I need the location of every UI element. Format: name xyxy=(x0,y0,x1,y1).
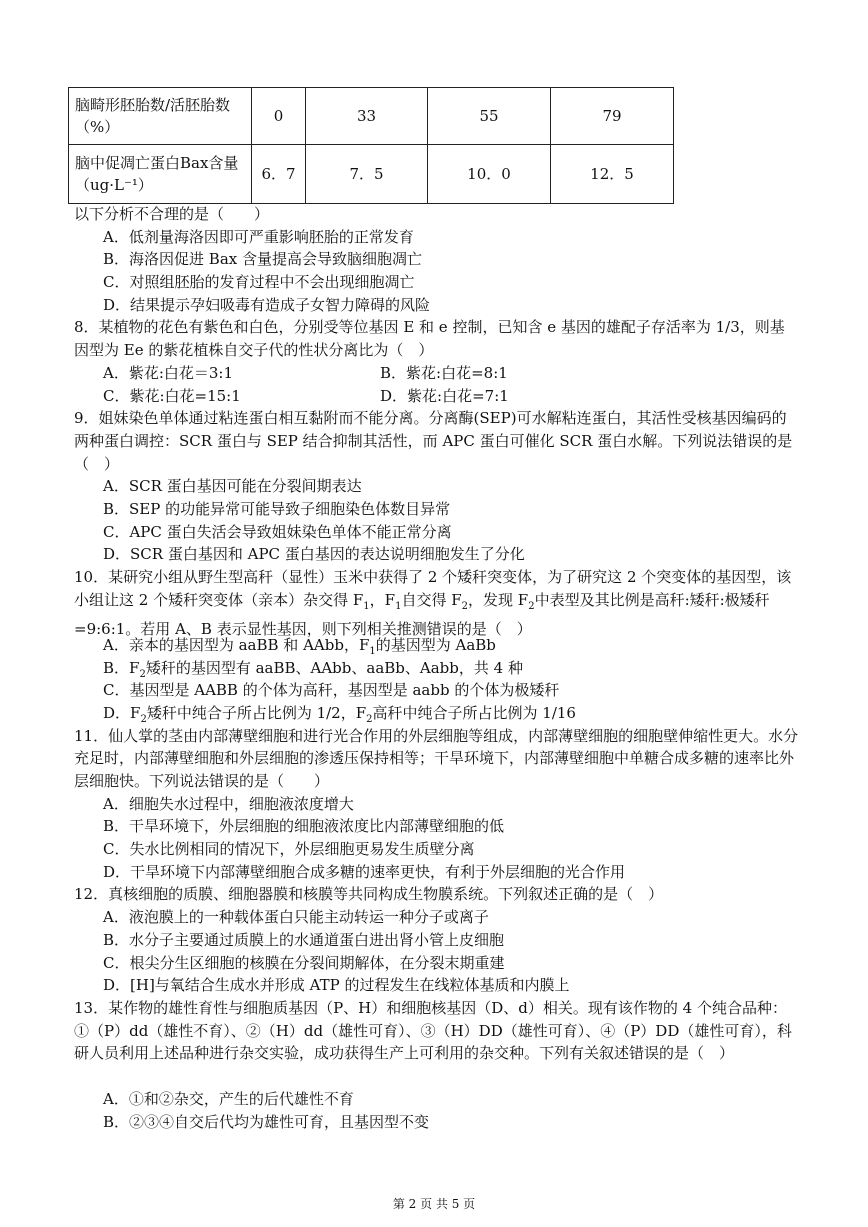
data-table xyxy=(68,87,674,204)
option-c: C．失水比例相同的情况下，外层细胞更易发生质壁分离 xyxy=(103,840,475,859)
subscript: 2 xyxy=(461,600,468,612)
subscript: 2 xyxy=(140,714,147,726)
option-a: A．紫花:白花＝3:1 xyxy=(103,363,234,382)
row-header: 脑畸形胚胎数/活胚胎数（%） xyxy=(69,88,252,145)
option-c: C．根尖分生区细胞的核膜在分裂间期解体，在分裂末期重建 xyxy=(103,953,505,972)
question-stem: 以下分析不合理的是（ ） xyxy=(74,205,270,223)
stem-text: 自交得 F xyxy=(401,590,462,609)
stem-text: ，F xyxy=(369,590,396,609)
option-row xyxy=(74,362,799,385)
subscript: 1 xyxy=(395,600,402,612)
table-cell: 6．7 xyxy=(252,145,306,204)
question-stem: 9．姐妹染色单体通过粘连蛋白相互黏附而不能分离。分离酶(SEP)可水解粘连蛋白，其活性受核基因编码的两种蛋白调控：SCR 蛋白与 SEP 结合抑制其活性，而 APC 蛋白可催化 SCR 蛋白水解。下列说法错误的是（ ） xyxy=(74,409,793,473)
subscript: 2 xyxy=(528,600,535,612)
option-d: D．紫花:白花=7:1 xyxy=(380,386,509,405)
table-cell: 79 xyxy=(551,88,674,145)
option-b: B．②③④自交后代均为雄性可育，且基因型不变 xyxy=(103,1112,430,1131)
table-cell: 10．0 xyxy=(428,145,551,204)
question-stem: 13．某作物的雄性育性与细胞质基因（P、H）和细胞核基因（D、d）相关。现有该作物的 4 个纯合品种：①（P）dd（雄性不育）、②（H）dd（雄性可育）、③（H）DD（雄性可育）、④（P）DD（雄性可育），科研人员利用上述品种进行杂交实验，成功获得生产上可利用的杂交种。下列有关叙述错误的是（ ） xyxy=(74,998,792,1063)
option-d: D．干旱环境下内部薄壁细胞合成多糖的速率更快，有利于外层细胞的光合作用 xyxy=(103,862,626,881)
option-text: A．亲本的基因型为 aaBB 和 AAbb，F xyxy=(103,635,370,654)
option-d: D．[H]与氧结合生成水并形成 ATP 的过程发生在线粒体基质和内膜上 xyxy=(103,976,570,995)
table-cell: 12．5 xyxy=(551,145,674,204)
option-b xyxy=(74,657,799,680)
stem-text: ，发现 F xyxy=(468,590,529,609)
question-list xyxy=(74,203,799,1133)
option-a: A．低剂量海洛因即可严重影响胚胎的正常发育 xyxy=(103,227,414,246)
subscript: 2 xyxy=(139,668,146,680)
option-d: D．结果提示孕妇吸毒有造成子女智力障碍的风险 xyxy=(103,295,431,314)
option-text: D．F xyxy=(103,704,141,723)
stem-text: 10．某研究小组从野生型高秆（显性）玉米中获得了 2 个矮秆突变体，为了研究这 2 个突变体的基因型，该小组让这 2 个矮秆突变体（亲本）杂交得 F xyxy=(74,567,792,609)
option-b: B．海洛因促进 Bax 含量提高会导致脑细胞凋亡 xyxy=(103,250,422,269)
table-cell: 0 xyxy=(252,88,306,145)
option-d: D．SCR 蛋白基因和 APC 蛋白基因的表达说明细胞发生了分化 xyxy=(103,545,525,564)
option-a xyxy=(74,634,799,657)
option-c: C．对照组胚胎的发育过程中不会出现细胞凋亡 xyxy=(103,273,415,292)
table-cell: 33 xyxy=(306,88,428,145)
option-a: A．细胞失水过程中，细胞液浓度增大 xyxy=(103,794,354,813)
question-stem: 8．某植物的花色有紫色和白色，分别受等位基因 E 和 e 控制，已知含 e 基因的雄配子存活率为 1/3，则基因型为 Ee 的紫花植株自交子代的性状分离比为（ ） xyxy=(74,318,785,360)
subscript: 1 xyxy=(369,645,376,657)
option-text: 矮秆中纯合子所占比例为 1/2，F xyxy=(146,704,367,723)
option-c: C．基因型是 AABB 的个体为高秆，基因型是 aabb 的个体为极矮秆 xyxy=(103,681,560,700)
question-stem: 11．仙人掌的茎由内部薄壁细胞和进行光合作用的外层细胞等组成，内部薄壁细胞的细胞壁伸缩性更大。水分充足时，内部薄壁细胞和外层细胞的渗透压保持相等；干旱环境下，内部薄壁细胞中单糖合成多糖的速率比外层细胞快。下列说法错误的是（ ） xyxy=(74,726,799,791)
question-stem: 12．真核细胞的质膜、细胞器膜和核膜等共同构成生物膜系统。下列叙述正确的是（ ） xyxy=(74,885,664,904)
subscript: 2 xyxy=(366,714,373,726)
option-text: B．F xyxy=(103,658,140,677)
page-footer: 第 2 页 共 5 页 xyxy=(392,1197,476,1211)
option-b: B．水分子主要通过质膜上的水通道蛋白进出肾小管上皮细胞 xyxy=(103,930,505,949)
option-b: B．紫花:白花=8:1 xyxy=(380,363,508,382)
option-text: 的基因型为 AaBb xyxy=(375,635,496,654)
question-stem xyxy=(74,566,799,639)
row-header: 脑中促凋亡蛋白Bax含量（ug·L⁻¹） xyxy=(69,145,252,204)
table-cell: 55 xyxy=(428,88,551,145)
option-text: 高秆中纯合子所占比例为 1/16 xyxy=(372,704,576,723)
option-a: A．液泡膜上的一种载体蛋白只能主动转运一种分子或离子 xyxy=(103,908,489,927)
table-row xyxy=(69,88,674,145)
stem-text: 中表型及其比例是高秆:矮秆:极矮秆=9:6:1。若用 A、B 表示显性基因，则下列相关推测错误的是（ ） xyxy=(74,590,770,639)
option-c: C．紫花:白花=15:1 xyxy=(103,386,241,405)
option-row xyxy=(74,385,799,408)
option-text: 矮秆的基因型有 aaBB、AAbb、aaBb、Aabb，共 4 种 xyxy=(145,658,523,677)
option-a: A．SCR 蛋白基因可能在分裂间期表达 xyxy=(103,477,362,496)
option-d xyxy=(74,702,799,725)
option-b: B．干旱环境下，外层细胞的细胞液浓度比内部薄壁细胞的低 xyxy=(103,817,505,836)
option-b: B．SEP 的功能异常可能导致子细胞染色体数目异常 xyxy=(103,499,451,518)
table-row xyxy=(69,145,674,204)
table-cell: 7．5 xyxy=(306,145,428,204)
subscript: 1 xyxy=(363,600,370,612)
option-a: A．①和②杂交，产生的后代雄性不育 xyxy=(103,1089,354,1108)
option-c: C．APC 蛋白失活会导致姐妹染色单体不能正常分离 xyxy=(103,522,452,541)
